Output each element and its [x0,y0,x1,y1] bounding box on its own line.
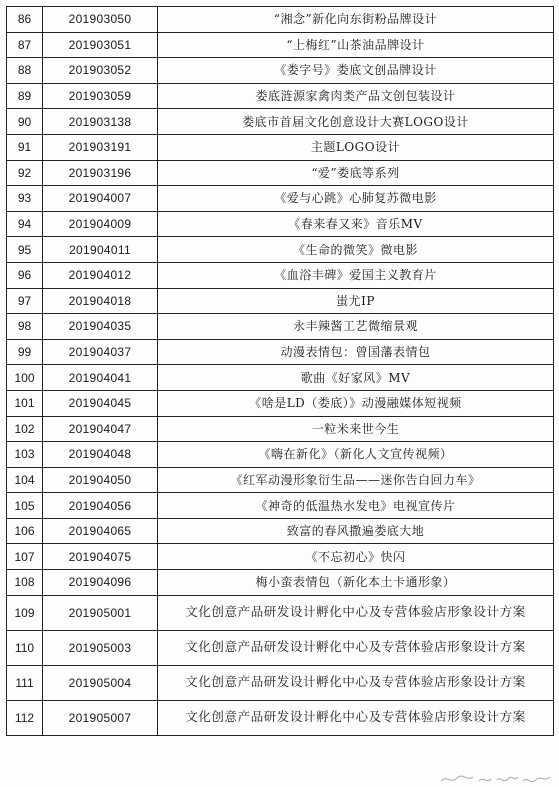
table-row [7,237,554,263]
row-number: 104 [7,467,43,493]
entry-code: 201904012 [43,262,158,288]
entry-title: “上梅红”山茶油品牌设计 [158,32,554,58]
table-row [7,700,554,735]
entry-code: 201905001 [43,595,158,630]
row-number: 88 [7,58,43,84]
entry-code: 201905003 [43,630,158,665]
entry-title: 《啥是LD（娄底）》动漫融媒体短视频 [158,390,554,416]
table-row [7,58,554,84]
row-number: 112 [7,700,43,735]
row-number: 99 [7,339,43,365]
entry-title: 歌曲《好家风》MV [158,365,554,391]
table-row [7,467,554,493]
row-number: 105 [7,493,43,519]
entry-code: 201904041 [43,365,158,391]
entry-title: 《神奇的低温热水发电》电视宣传片 [158,493,554,519]
entry-title: 文化创意产品研发设计孵化中心及专营体验店形象设计方案 [158,595,554,630]
entry-title: “爱”娄底等系列 [158,160,554,186]
row-number: 110 [7,630,43,665]
entry-code: 201905007 [43,700,158,735]
entry-title: 文化创意产品研发设计孵化中心及专营体验店形象设计方案 [158,665,554,700]
watermark-logo [437,772,555,786]
entry-title: 《生命的微笑》微电影 [158,237,554,263]
row-number: 102 [7,416,43,442]
entry-code: 201903051 [43,32,158,58]
entry-code: 201904065 [43,518,158,544]
table-row [7,314,554,340]
row-number: 87 [7,32,43,58]
entry-code: 201905004 [43,665,158,700]
table-row [7,109,554,135]
entry-code: 201903059 [43,83,158,109]
entry-title: 蚩尤IP [158,288,554,314]
entry-title: 文化创意产品研发设计孵化中心及专营体验店形象设计方案 [158,630,554,665]
entry-code: 201904007 [43,186,158,212]
row-number: 101 [7,390,43,416]
row-number: 89 [7,83,43,109]
row-number: 111 [7,665,43,700]
table-row [7,134,554,160]
entry-code: 201904047 [43,416,158,442]
entry-code: 201904011 [43,237,158,263]
entry-title: 娄底市首届文化创意设计大赛LOGO设计 [158,109,554,135]
entry-code: 201904018 [43,288,158,314]
entry-title: 文化创意产品研发设计孵化中心及专营体验店形象设计方案 [158,700,554,735]
row-number: 108 [7,570,43,596]
row-number: 92 [7,160,43,186]
table-row [7,595,554,630]
entry-code: 201903050 [43,7,158,33]
table-row [7,493,554,519]
row-number: 93 [7,186,43,212]
row-number: 94 [7,211,43,237]
row-number: 91 [7,134,43,160]
entry-title: 《血浴丰碑》爱国主义教育片 [158,262,554,288]
table-row [7,665,554,700]
table-row [7,630,554,665]
entry-code: 201904050 [43,467,158,493]
row-number: 98 [7,314,43,340]
entry-code: 201904009 [43,211,158,237]
entry-code: 201904075 [43,544,158,570]
entry-title: 永丰辣酱工艺微缩景观 [158,314,554,340]
entry-code: 201903138 [43,109,158,135]
table-row [7,442,554,468]
table-row [7,365,554,391]
row-number: 107 [7,544,43,570]
entry-title: 《嗨在新化》（新化人文宣传视频） [158,442,554,468]
entry-code: 201903196 [43,160,158,186]
table-row [7,416,554,442]
table-row [7,32,554,58]
table-row [7,7,554,33]
row-number: 86 [7,7,43,33]
entries-table-body [7,7,554,736]
entry-title: 动漫表情包：曾国藩表情包 [158,339,554,365]
entry-code: 201904045 [43,390,158,416]
entry-title: 《不忘初心》快闪 [158,544,554,570]
entry-code: 201904096 [43,570,158,596]
entry-title: 《娄字号》娄底文创品牌设计 [158,58,554,84]
entry-code: 201903191 [43,134,158,160]
table-row [7,262,554,288]
row-number: 95 [7,237,43,263]
entry-title: 《爱与心跳》心肺复苏微电影 [158,186,554,212]
table-row [7,390,554,416]
watermark-squiggle-icon [437,772,555,786]
table-row [7,186,554,212]
table-row [7,339,554,365]
entry-title: 娄底涟源家禽肉类产品文创包装设计 [158,83,554,109]
table-row [7,83,554,109]
table-row [7,211,554,237]
table-row [7,518,554,544]
row-number: 100 [7,365,43,391]
row-number: 109 [7,595,43,630]
row-number: 90 [7,109,43,135]
entries-table [6,6,554,736]
entry-code: 201904037 [43,339,158,365]
entry-title: 一粒米来世今生 [158,416,554,442]
entry-title: 《红军动漫形象衍生品——迷你告白回力车》 [158,467,554,493]
entry-code: 201904056 [43,493,158,519]
entry-code: 201904048 [43,442,158,468]
entry-title: 致富的春风撒遍娄底大地 [158,518,554,544]
row-number: 97 [7,288,43,314]
entry-title: “湘念”新化向东街粉品牌设计 [158,7,554,33]
row-number: 96 [7,262,43,288]
table-row [7,570,554,596]
entry-title: 梅小蛮表情包（新化本土卡通形象） [158,570,554,596]
entry-code: 201904035 [43,314,158,340]
entry-title: 《春来春又来》音乐MV [158,211,554,237]
entry-code: 201903052 [43,58,158,84]
entry-title: 主题LOGO设计 [158,134,554,160]
table-row [7,288,554,314]
table-row [7,160,554,186]
table-row [7,544,554,570]
row-number: 103 [7,442,43,468]
row-number: 106 [7,518,43,544]
